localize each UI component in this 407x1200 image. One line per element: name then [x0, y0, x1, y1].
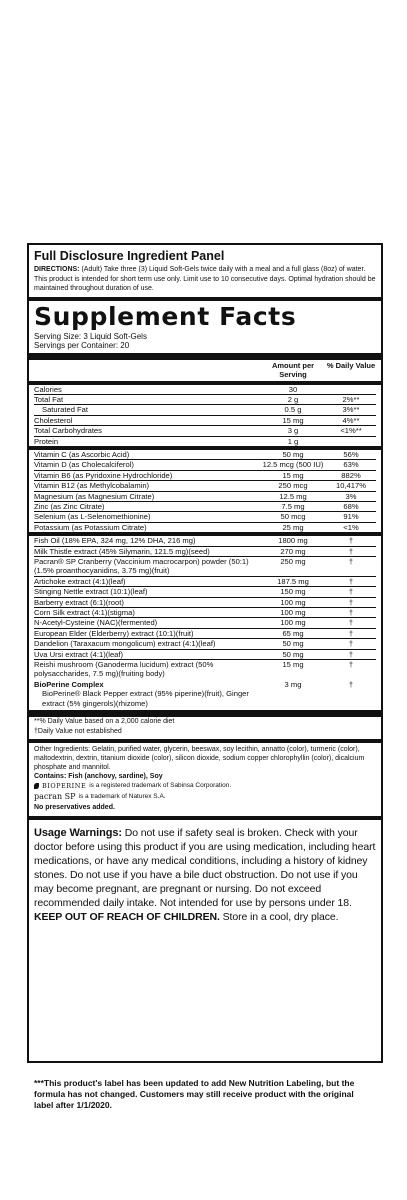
row-amount: 7.5 mg [281, 501, 305, 511]
row-amount: 12.5 mg [279, 491, 307, 501]
pacran-logo: pacran SP [34, 791, 76, 801]
row-name: Cholesterol [34, 415, 73, 425]
panel-title: Full Disclosure Ingredient Panel [34, 249, 225, 263]
table-row [34, 660, 376, 679]
directions-label: DIRECTIONS: [34, 266, 80, 273]
bioperine-dv: † [348, 679, 354, 689]
footnote-dv: **% Daily Value based on a 2,000 calorie diet [34, 718, 175, 726]
row-name: Milk Thistle extract (45% Silymarin, 121.5 mg)(seed) [34, 546, 210, 556]
row-daily-value: † [348, 536, 354, 546]
pacran-trademark [34, 793, 376, 801]
row-name: Reishi mushroom (Ganoderma lucidum) extract (50% polysaccharides, 7.5 mg)(fruiting body) [34, 660, 214, 679]
table-row [34, 618, 376, 628]
no-preservatives: No preservatives added. [34, 803, 115, 811]
row-daily-value: † [348, 618, 354, 628]
row-daily-value: 91% [343, 512, 359, 522]
row-daily-value: 3% [345, 491, 357, 501]
bioperine-detail: BioPerine® Black Pepper extract (95% piperine)(fruit), Ginger extract (5% gingerols)(rhizome) [42, 689, 249, 708]
bioperine-amount: 3 mg [284, 679, 302, 689]
row-name: Selenium (as L-Selenomethionine) [34, 512, 151, 522]
table-row [34, 395, 376, 405]
table-row [34, 416, 376, 426]
row-daily-value: † [348, 660, 354, 670]
row-amount: 15 mg [282, 470, 304, 480]
row-name: Zinc (as Zinc Citrate) [34, 501, 105, 511]
warnings-title: Usage Warnings: [34, 826, 122, 839]
label-update-note: ***This product's label has been updated to add New Nutrition Labeling, but the formula has not changed. Customers may still receive product with the original label after 1/1/2020. [34, 1078, 355, 1110]
extracts-list [34, 536, 376, 679]
serving-size: Serving Size: 3 Liquid Soft-Gels [34, 331, 147, 341]
row-daily-value: † [348, 597, 354, 607]
footnote-dagger: †Daily Value not established [34, 727, 122, 735]
row-amount: 30 [288, 384, 298, 394]
directions-text: (Adult) Take three (3) Liquid Soft-Gels twice daily with a meal and a full glass (8oz) of water. This product is intended for short term use only. Limit use to 10 consecutive days. Optimal hydration should be maintained throughout duration of use. [34, 266, 376, 292]
row-daily-value: 63% [343, 460, 359, 470]
row-amount: 0.5 g [284, 405, 302, 415]
table-row [34, 629, 376, 639]
row-amount: 250 mcg [278, 481, 308, 491]
table-row [34, 557, 376, 577]
pacran-tm-text: is a trademark of Naturex S.A. [78, 792, 166, 800]
row-amount: 187.5 mg [277, 576, 309, 586]
divider [29, 297, 381, 301]
row-name: Barberry extract (6:1)(root) [34, 597, 124, 607]
row-daily-value: † [348, 608, 354, 618]
table-row [34, 608, 376, 618]
row-daily-value: † [348, 557, 354, 566]
bioperine-tm-text: is a registered trademark of Sabinsa Corporation. [89, 781, 232, 789]
row-daily-value: † [348, 628, 354, 638]
row-daily-value: <1%** [340, 426, 362, 436]
table-row [34, 650, 376, 660]
facts-title: Supplement Facts [34, 301, 297, 331]
row-name: Vitamin D (as Cholecalciferol) [34, 460, 134, 470]
divider [29, 710, 381, 717]
row-name: Pacran® SP Cranberry (Vaccinium macrocarpon) powder (50:1) (1.5% proanthocyanidins, 3.75 mg)(fruit) [34, 557, 249, 576]
row-daily-value: 10,417% [336, 481, 366, 491]
row-amount: 50 mg [282, 639, 304, 649]
row-amount: 25 mg [282, 522, 304, 532]
row-amount: 50 mcg [280, 512, 306, 522]
divider [29, 353, 381, 360]
row-daily-value: 2%** [342, 394, 360, 404]
allergen-contains: Contains: Fish (anchovy, sardine), Soy [34, 772, 163, 780]
row-daily-value: † [348, 576, 354, 586]
row-name: Saturated Fat [42, 405, 89, 415]
table-row [34, 492, 376, 502]
table-row [34, 587, 376, 597]
row-amount: 100 mg [280, 618, 306, 628]
warnings-storage: Store in a cool, dry place. [219, 910, 339, 923]
row-daily-value: † [348, 546, 354, 556]
row-name: European Elder (Elderberry) extract (10:1)(fruit) [34, 628, 194, 638]
table-row [34, 577, 376, 587]
row-name: Total Fat [34, 394, 64, 404]
row-name: Total Carbohydrates [34, 426, 102, 436]
row-daily-value: 882% [341, 470, 361, 480]
supplement-panel [27, 243, 383, 1063]
row-name: Uva Ursi extract (4:1)(leaf) [34, 649, 124, 659]
row-daily-value: 56% [343, 449, 359, 459]
table-row [34, 523, 376, 532]
row-amount: 50 mg [282, 449, 304, 459]
row-daily-value: 68% [343, 501, 359, 511]
table-row [34, 460, 376, 470]
row-amount: 100 mg [280, 608, 306, 618]
row-amount: 65 mg [282, 628, 304, 638]
dv-header: % Daily Value [326, 360, 376, 370]
row-name: Vitamin B12 (as Methylcobalamin) [34, 481, 150, 491]
table-row [34, 426, 376, 436]
row-amount: 15 mg [282, 415, 304, 425]
table-row [34, 385, 376, 395]
row-name: Corn Silk extract (4:1)(stigma) [34, 608, 135, 618]
row-amount: 3 g [287, 426, 299, 436]
table-row [34, 405, 376, 415]
row-name: Calories [34, 384, 62, 394]
bioperine-trademark [34, 782, 376, 790]
vitamins-list [34, 450, 376, 532]
divider [29, 816, 381, 820]
table-row [34, 481, 376, 491]
servings-per-container: Servings per Container: 20 [34, 341, 130, 350]
row-daily-value: † [348, 649, 354, 659]
row-name: Dandelion (Taraxacum mongolicum) extract (4:1)(leaf) [34, 639, 216, 649]
row-amount: 12.5 mcg (500 IU) [262, 460, 324, 470]
table-row [34, 536, 376, 546]
row-amount: 15 mg [282, 660, 304, 670]
table-row [34, 502, 376, 512]
bioperine-logo: BIOPERINE [42, 781, 87, 790]
row-name: Protein [34, 436, 59, 446]
other-ingredients: Other Ingredients: Gelatin, purified water, glycerin, beeswax, soy lecithin, annatto (color), turmeric (color), maltodextrin, dextrin, titanium dioxide (color), silicon dioxide, sodium copper chlorophyllin (color), dicalcium phosphate and mannitol. [34, 745, 365, 771]
row-name: Vitamin B6 (as Pyridoxine Hydrochloride) [34, 470, 173, 480]
table-row [34, 598, 376, 608]
table-row [34, 471, 376, 481]
row-name: Artichoke extract (4:1)(leaf) [34, 576, 126, 586]
row-amount: 2 g [287, 394, 299, 404]
warnings-keep-out: KEEP OUT OF REACH OF CHILDREN. [34, 910, 220, 923]
row-amount: 50 mg [282, 649, 304, 659]
table-header [34, 360, 376, 381]
row-daily-value: 4%** [342, 415, 360, 425]
row-daily-value: 3%** [342, 405, 360, 415]
row-name: Magnesium (as Magnesium Citrate) [34, 491, 155, 501]
nutrients-list [34, 385, 376, 446]
warnings-text: Do not use if safety seal is broken. Check with your doctor before using this product if you are using medication, including heart medications, or have any medical conditions, including a history of kidney stones. Do not use if you have a bile duct obstruction. Do not use if you may become pregnant, are pregnant or nursing. Do not exceed recommended daily intake. Not intended for use by persons under 18. [34, 826, 376, 909]
row-daily-value: † [348, 639, 354, 649]
bioperine-row [34, 679, 376, 708]
row-daily-value [326, 437, 376, 446]
table-row [34, 639, 376, 649]
row-name: Fish Oil (18% EPA, 324 mg, 12% DHA, 216 mg) [34, 536, 196, 546]
row-amount: 100 mg [280, 597, 306, 607]
row-name: Potassium (as Potassium Citrate) [34, 522, 147, 532]
bioperine-name: BioPerine Complex [34, 679, 104, 689]
row-name: N-Acetyl-Cysteine (NAC)(fermented) [34, 618, 158, 628]
row-amount: 270 mg [280, 546, 306, 556]
table-row [34, 450, 376, 460]
row-amount: 250 mg [280, 557, 306, 566]
amount-header: Amount per Serving [271, 360, 315, 379]
row-daily-value: † [348, 587, 354, 597]
row-daily-value [326, 385, 376, 394]
row-amount: 1 g [287, 436, 299, 446]
row-name: Vitamin C (as Ascorbic Acid) [34, 449, 130, 459]
row-amount: 1800 mg [278, 536, 308, 546]
row-daily-value: <1% [343, 522, 359, 532]
usage-warnings [34, 826, 376, 924]
row-name: Stinging Nettle extract (10:1)(leaf) [34, 587, 148, 597]
row-amount: 150 mg [280, 587, 306, 597]
table-row [34, 512, 376, 522]
leaf-icon [34, 783, 39, 789]
table-row [34, 437, 376, 446]
directions [34, 265, 376, 294]
table-row [34, 547, 376, 557]
